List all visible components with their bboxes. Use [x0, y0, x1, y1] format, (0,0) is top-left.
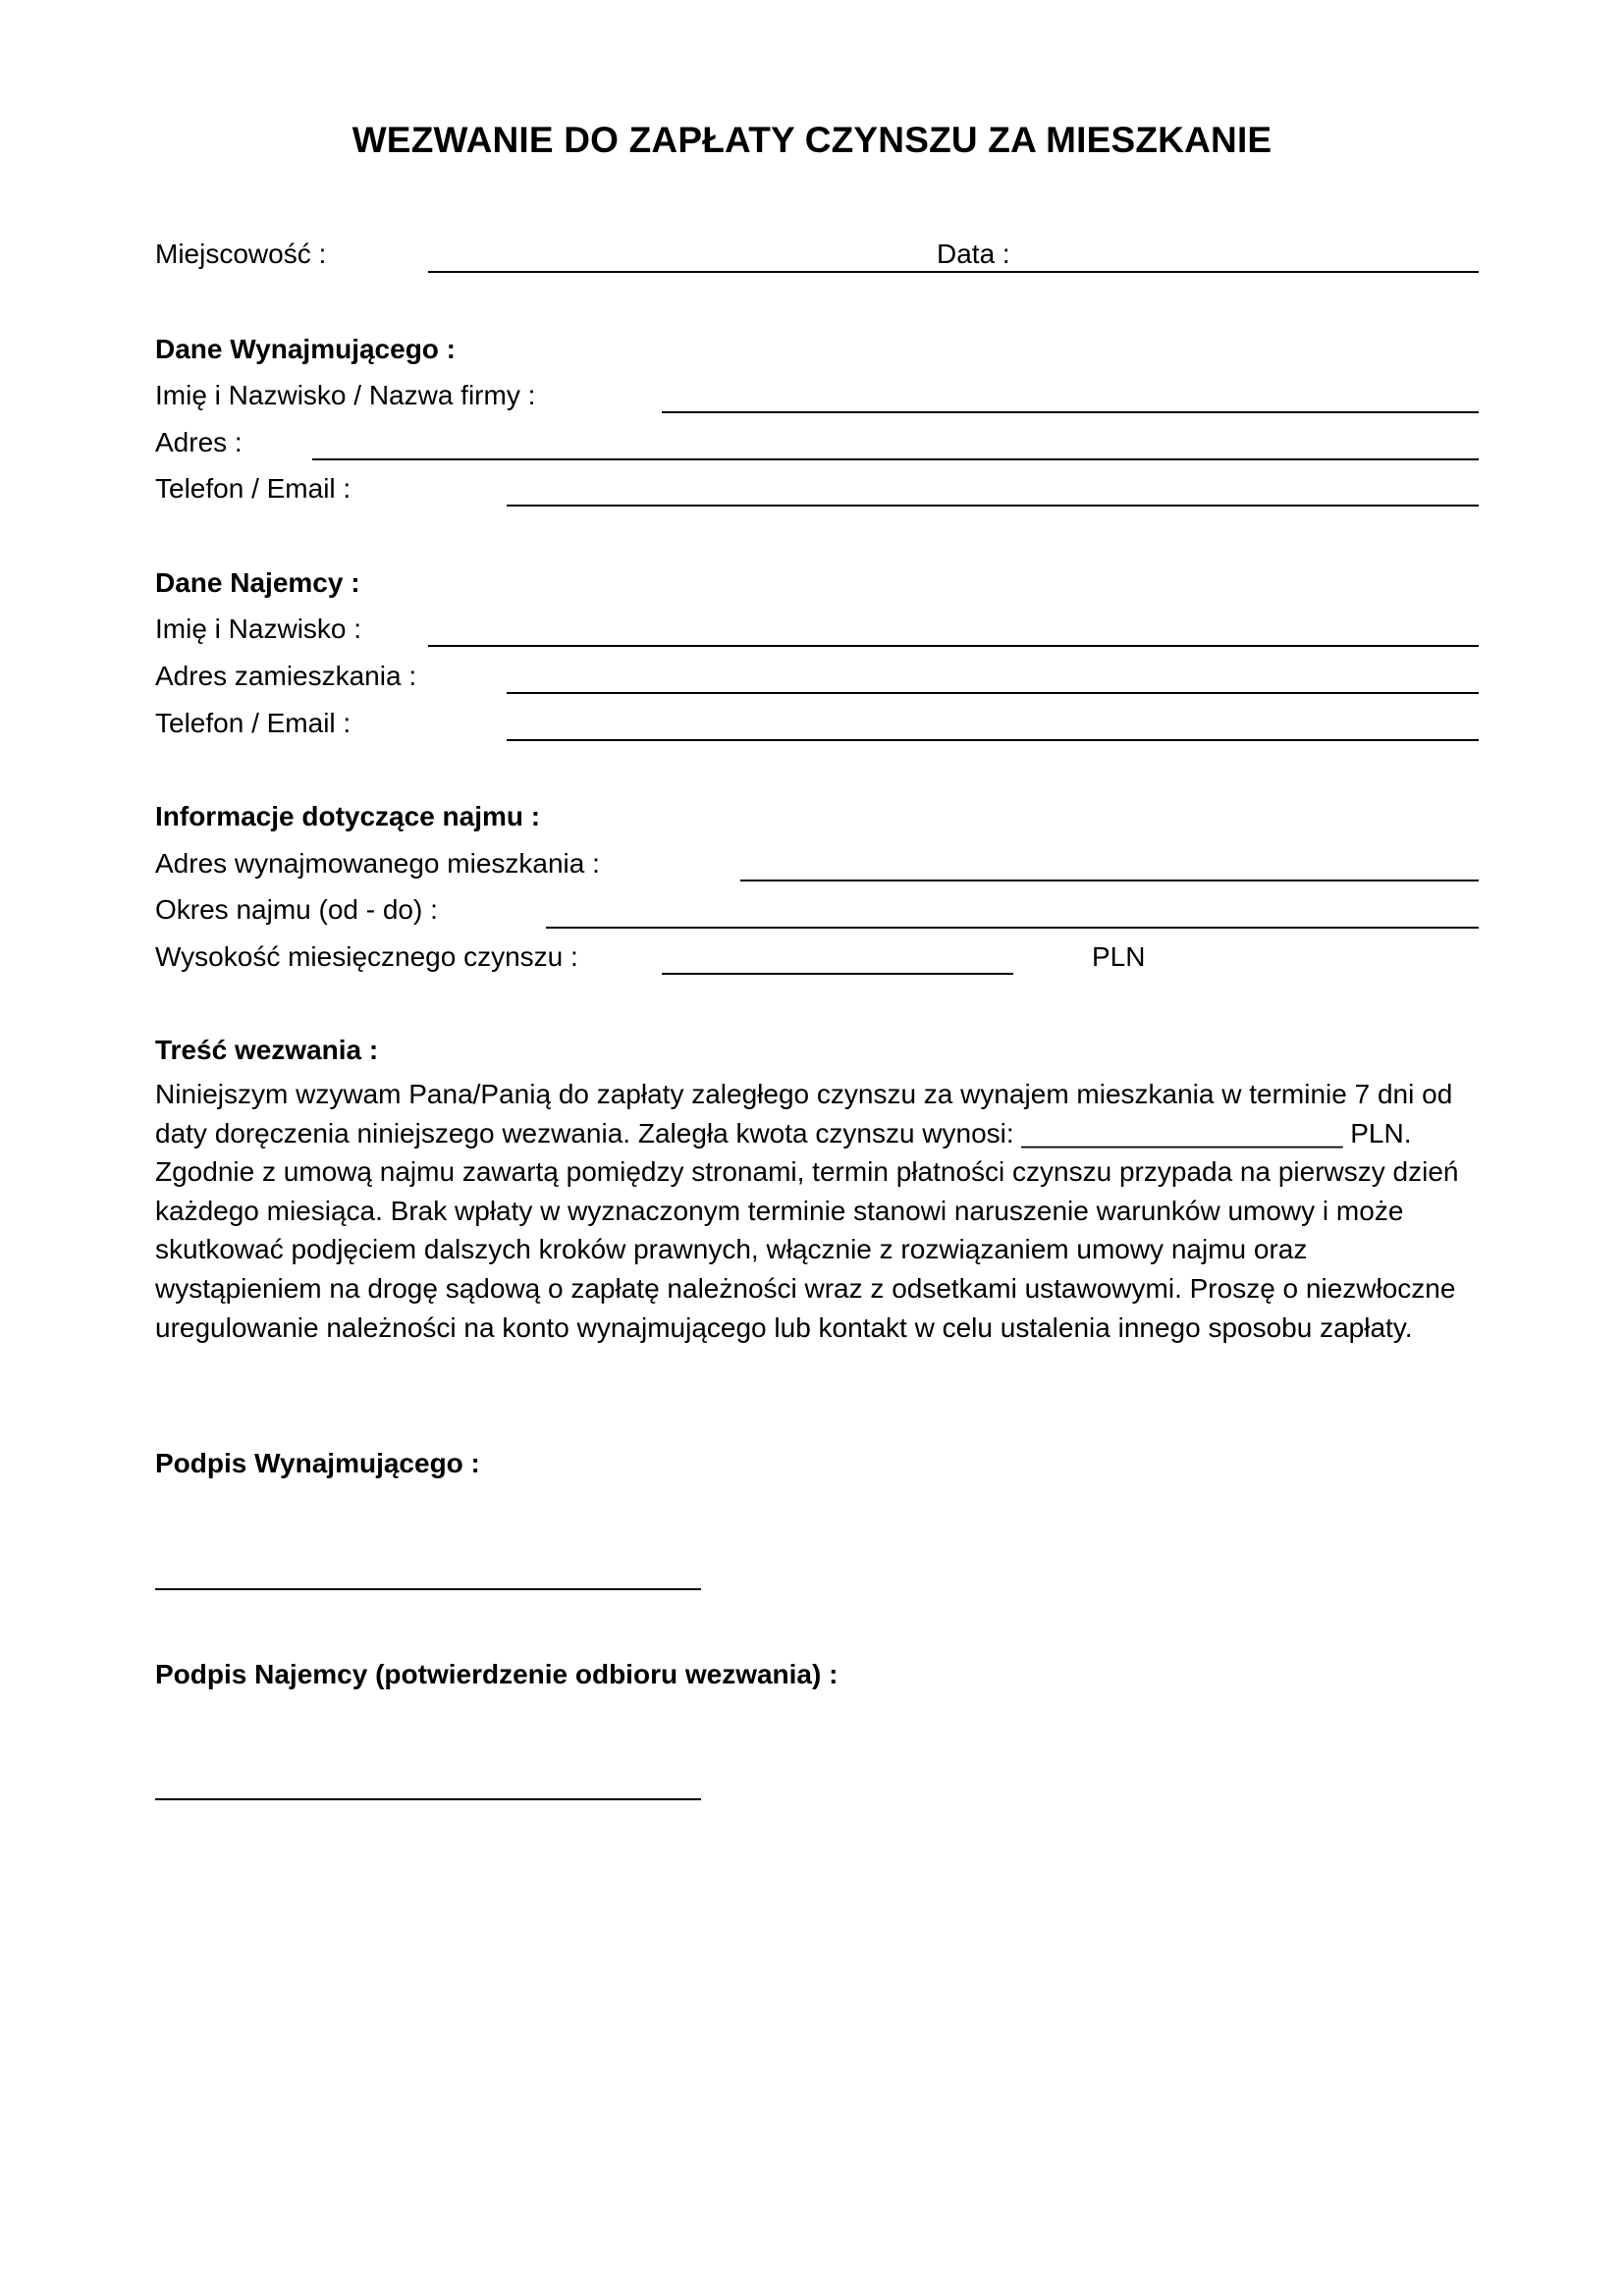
landlord-contact-field[interactable] [507, 505, 1479, 507]
tenant-address-label: Adres zamieszkania : [155, 661, 417, 691]
landlord-heading: Dane Wynajmującego : [155, 334, 457, 364]
landlord-contact-label: Telefon / Email : [155, 473, 352, 504]
demand-line: Niniejszym wzywam Pana/Panią do zapłaty zaległego czynszu za wynajem mieszkania w terminie 7 dni od [155, 1079, 1453, 1109]
lease-heading: Informacje dotyczące najmu : [155, 801, 541, 831]
landlord-signature-label: Podpis Wynajmującego : [155, 1448, 480, 1478]
demand-line: każdego miesiąca. Brak wpłaty w wyznaczonym terminie stanowi naruszenie warunków umowy i może [155, 1195, 1404, 1226]
tenant-heading: Dane Najemcy : [155, 567, 360, 598]
demand-heading: Treść wezwania : [155, 1035, 379, 1065]
landlord-address-label: Adres : [155, 427, 243, 457]
place-label: Miejscowość : [155, 239, 327, 269]
place-date-field-line[interactable] [428, 271, 1479, 273]
tenant-signature-line[interactable] [155, 1798, 701, 1800]
rent-amount-field[interactable] [662, 973, 1013, 975]
landlord-address-field[interactable] [312, 458, 1479, 460]
tenant-contact-field[interactable] [507, 739, 1479, 741]
lease-period-label: Okres najmu (od - do) : [155, 894, 438, 925]
demand-paragraph [155, 1075, 1490, 1347]
landlord-name-label: Imię i Nazwisko / Nazwa firmy : [155, 380, 536, 410]
lease-period-field[interactable] [546, 927, 1479, 929]
demand-line: daty doręczenia niniejszego wezwania. Zaległa kwota czynszu wynosi: _____________________ PLN. [155, 1117, 1412, 1148]
demand-line: Zgodnie z umową najmu zawartą pomiędzy stronami, termin płatności czynszu przypada na pierwszy dzień [155, 1156, 1459, 1188]
tenant-signature-label: Podpis Najemcy (potwierdzenie odbioru wezwania) : [155, 1659, 839, 1689]
document-title: WEZWANIE DO ZAPŁATY CZYNSZU ZA MIESZKANIE [352, 120, 1272, 160]
lease-address-field[interactable] [740, 880, 1479, 881]
rent-label: Wysokość miesięcznego czynszu : [155, 941, 578, 972]
rent-currency: PLN [1092, 941, 1146, 972]
landlord-signature-line[interactable] [155, 1588, 701, 1590]
demand-line: skutkować podjęciem dalszych kroków prawnych, włącznie z rozwiązaniem umowy najmu oraz [155, 1234, 1308, 1265]
tenant-contact-label: Telefon / Email : [155, 708, 352, 738]
date-label: Data : [937, 239, 1010, 269]
landlord-name-field[interactable] [662, 411, 1479, 413]
tenant-name-label: Imię i Nazwisko : [155, 614, 362, 644]
tenant-name-field[interactable] [428, 645, 1479, 647]
tenant-address-field[interactable] [507, 692, 1479, 694]
demand-line: uregulowanie należności na konto wynajmującego lub kontakt w celu ustalenia innego sposobu zapłaty. [155, 1311, 1413, 1343]
demand-line: wystąpieniem na drogę sądową o zapłatę należności wraz z odsetkami ustawowymi. Proszę o niezwłoczne [155, 1272, 1456, 1304]
lease-address-label: Adres wynajmowanego mieszkania : [155, 848, 600, 879]
